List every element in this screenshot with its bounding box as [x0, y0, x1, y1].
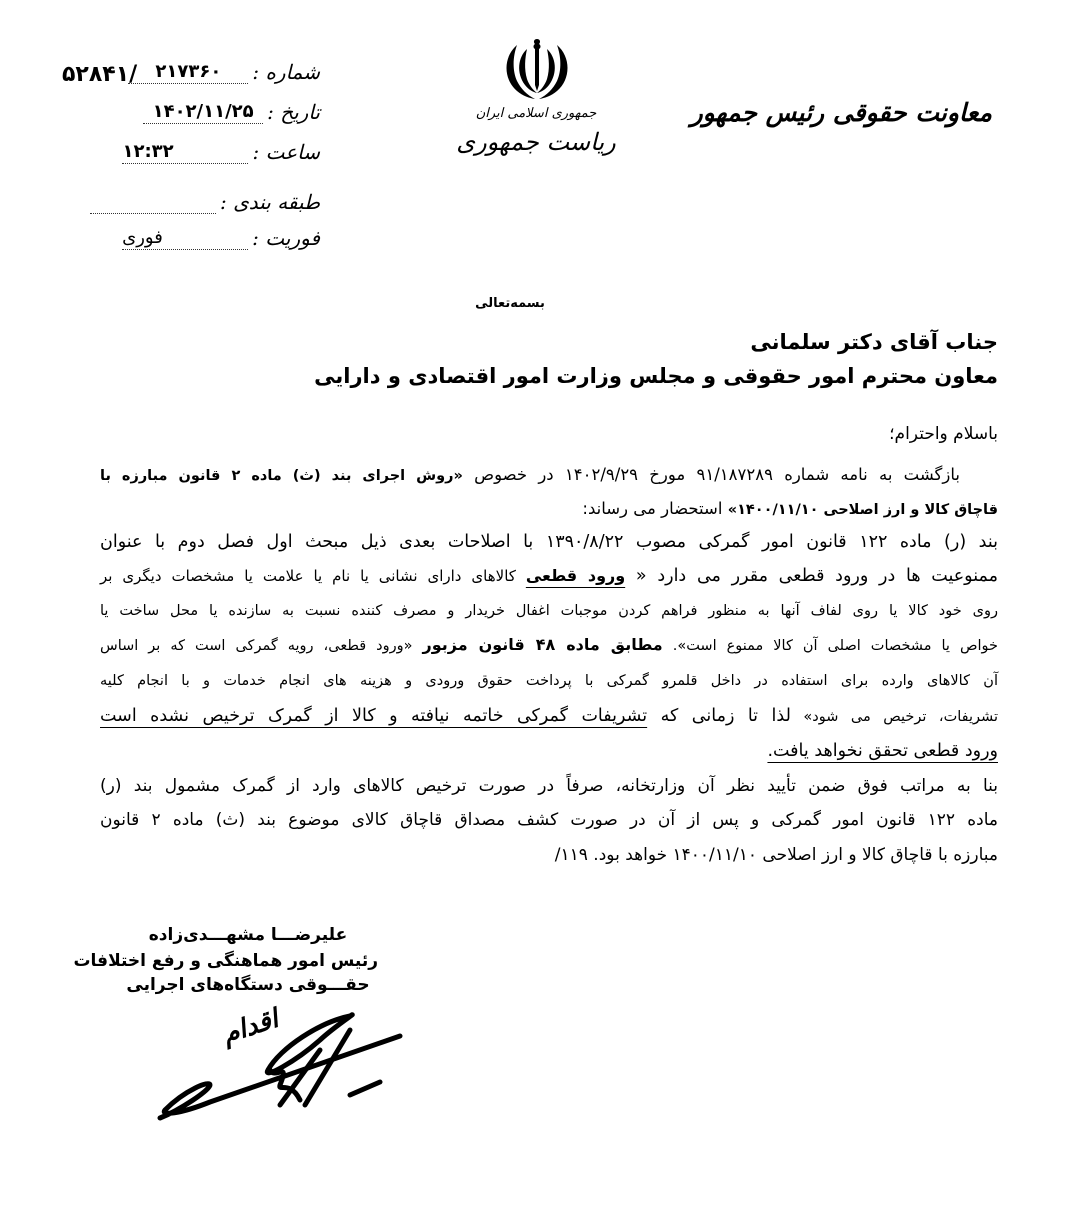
subject-quote: «روش اجرای بند (ث) ماده ۲ قانون مبارزه با — [100, 468, 463, 484]
para3-line1: بنا به مراتب فوق ضمن تأیید نظر آن وزارتخانه، صرفاً در صورت ترخیص کالاهای وارد از گمرک مشمول بند (ر) — [100, 775, 998, 796]
number-label: شماره : — [252, 60, 320, 84]
para1-line1: بازگشت به نامه شماره ۹۱/۱۸۷۲۸۹ مورخ ۱۴۰۲/۹/۲۹ در خصوص «روش اجرای بند (ث) ماده ۲ قانون مبارزه با — [100, 465, 961, 484]
para2-line2: ممنوعیت ها در ورود قطعی مقرر می دارد « ورود قطعی کالاهای دارای نشانی یا نام یا علامت یا مشخصات دیگری بر — [100, 566, 998, 587]
signatory-title-2: حقـــوقی دستگاه‌های اجرایی — [126, 975, 370, 995]
priority-label: فوریت : — [252, 226, 320, 250]
time-label: ساعت : — [252, 140, 320, 164]
date-label: تاریخ : — [267, 100, 320, 124]
para2-line4: خواص یا مشخصات اصلی آن کالا ممنوع است». مطابق ماده ۴۸ قانون مزبور «ورود قطعی، رویه گمرکی است که بر اساس — [100, 635, 998, 655]
handwritten-signature-icon — [150, 1010, 420, 1125]
classification-field — [90, 190, 320, 214]
permanent-import-term: ورود قطعی — [525, 566, 626, 586]
para1-line2: قاچاق کالا و ارز اصلاحی ۱۴۰۰/۱۱/۱۰» استحضار می رساند: — [582, 498, 998, 518]
date-value: ۱۴۰۲/۱۱/۲۵ — [143, 100, 263, 124]
classification-label: طبقه بندی : — [220, 190, 320, 214]
para3-line3: مبارزه با قاچاق کالا و ارز اصلاحی ۱۴۰۰/۱۱/۱۰ خواهد بود. ۱۱۹/ — [554, 844, 998, 865]
number-field — [128, 60, 320, 84]
subject-quote-cont: قاچاق کالا و ارز اصلاحی ۱۴۰۰/۱۱/۱۰» — [727, 501, 998, 518]
invocation: بسمه‌تعالی — [475, 296, 545, 311]
classification-value — [90, 190, 216, 214]
priority-value: فوری — [122, 226, 248, 250]
emblem-caption-country: جمهوری اسلامی ایران — [475, 106, 597, 121]
para2-line7 — [100, 734, 998, 769]
addressee-name: جناب آقای دکتر سلمانی — [750, 330, 998, 354]
para2-line1: بند (ر) ماده ۱۲۲ قانون امور گمرکی مصوب ۱۳۹۰/۸/۲۲ با اصلاحات بعدی ذیل مبحث اول فصل دوم با عنوان — [100, 531, 998, 552]
iran-emblem-icon — [497, 35, 577, 105]
time-field — [122, 140, 320, 164]
number-value: ۲۱۷۳۶۰ — [128, 60, 248, 84]
underlined-conclusion: ورود قطعی تحقق نخواهد یافت. — [767, 741, 998, 762]
underlined-clause: تشریفات گمرکی خاتمه نیافته و کالا از گمرک ترخیص نشده است — [100, 705, 648, 726]
signatory-name: علیرضـــا مشهـــدی‌زاده — [148, 925, 348, 945]
greeting: باسلام واحترام؛ — [889, 424, 998, 444]
para3-line2: ماده ۱۲۲ قانون امور گمرکی و پس از آن در صورت کشف مصداق قاچاق کالای موضوع بند (ث) ماده ۲ قانون — [100, 810, 998, 831]
signature-block — [73, 922, 378, 996]
signatory-title-1: رئیس امور هماهنگی و رفع اختلافات — [73, 951, 378, 971]
letter-body — [100, 458, 998, 873]
article-48-ref: مطابق ماده ۴۸ قانون مزبور — [422, 635, 663, 655]
para2-line6: تشریفات، ترخیص می شود» لذا تا زمانی که تشریفات گمرکی خاتمه نیافته و کالا از گمرک ترخیص نشده است — [100, 705, 998, 726]
handwritten-reference-number: ۵۲۸۴۱/ — [62, 62, 138, 87]
para2-line5: آن کالاهای وارده برای استفاده در داخل قلمرو گمرکی با پرداخت حقوق ورودی و هزینه های انجام خدمات و با انجام کلیه — [100, 672, 998, 689]
date-field — [143, 100, 320, 124]
priority-field — [122, 226, 320, 250]
para2-line3: روی خود کالا یا روی لفاف آنها به منظور فراهم کردن موجبات اغفال خریدار و مصرف کننده نسبت به سازنده یا محل ساخت یا — [100, 602, 998, 619]
emblem-caption-presidency: ریاست جمهوری — [456, 128, 616, 156]
addressee-title: معاون محترم امور حقوقی و مجلس وزارت امور اقتصادی و دارایی — [314, 364, 998, 388]
office-title: معاونت حقوقی رئیس جمهور — [690, 98, 992, 127]
handwritten-action-note: اقدام — [218, 1003, 282, 1051]
time-value: ۱۲:۳۲ — [122, 140, 248, 164]
